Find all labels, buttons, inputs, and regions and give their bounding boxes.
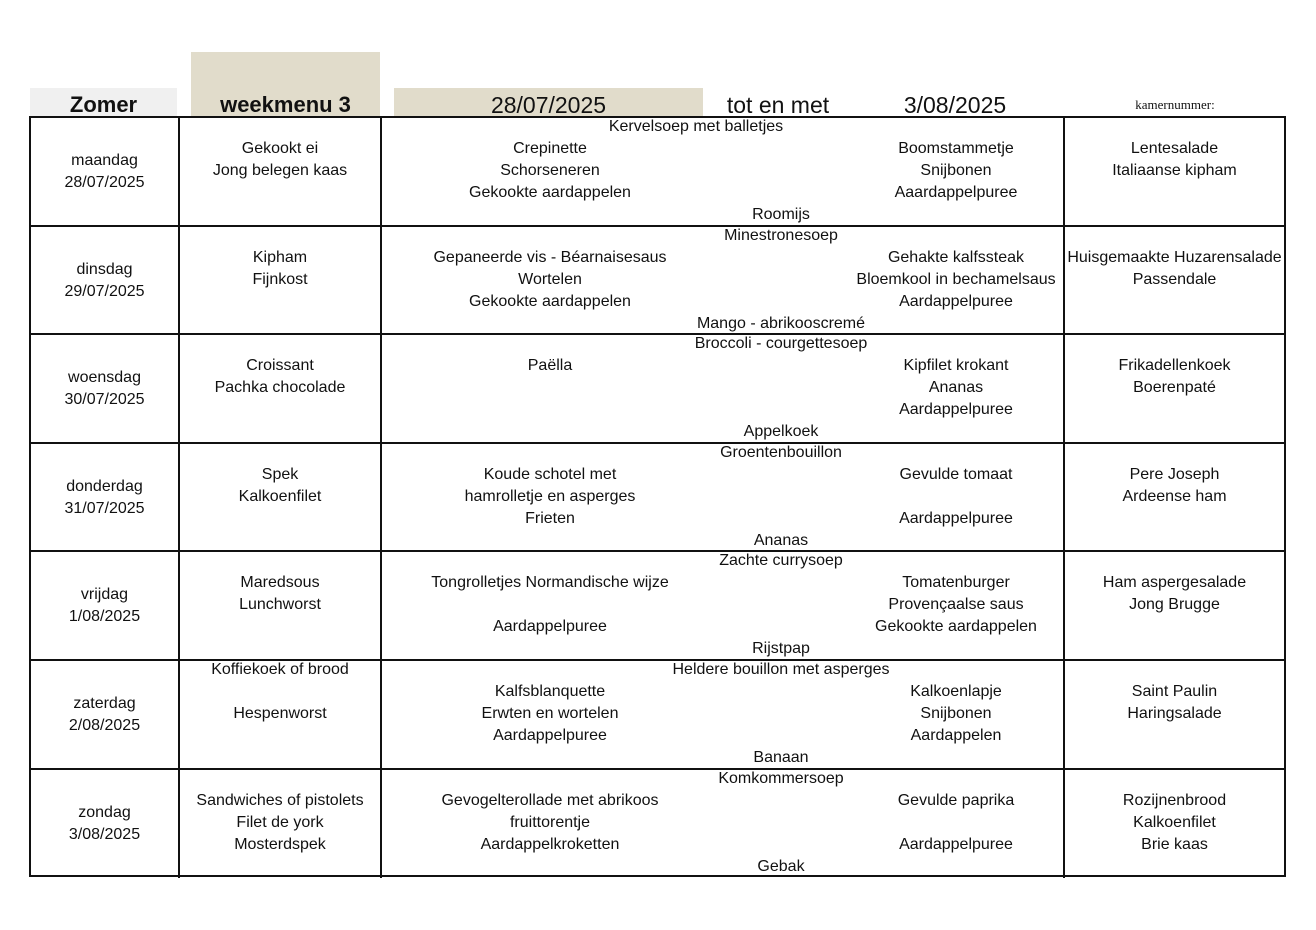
day-date: 31/07/2025 [64,499,145,517]
dessert: Roomijs [752,206,810,223]
lunch-option-1: Paëlla [527,357,573,375]
lunch-option-2: Gevulde tomaat [899,465,1013,483]
date-to: 3/08/2025 [903,92,1007,116]
day-row [31,335,1284,444]
lunch-option-2: Provençaalse saus [888,596,1024,614]
lunch-option-1: Crepinette [513,140,587,157]
lunch-option-1: fruittorentje [509,813,591,831]
weekmenu-label: weekmenu 3 [220,92,351,116]
breakfast-item: Hespenworst [233,705,327,722]
day-row [31,661,1284,770]
day-row [31,444,1284,553]
breakfast-item: Kipham [252,248,308,266]
lunch-option-2: Gekookte aardappelen [875,618,1037,636]
dessert: Banaan [753,749,809,766]
soup: Minestronesoep [724,226,838,244]
evening-item: Boerenpaté [1133,379,1216,397]
lunch-option-2: Aardappelpuree [899,835,1013,853]
day-date: 29/07/2025 [64,282,145,300]
lunch-option-1: Aardappelpuree [493,618,607,636]
day-row [31,118,1284,227]
evening-item: Jong Brugge [1129,596,1220,614]
day-row [31,227,1284,336]
breakfast-item: Sandwiches of pistolets [196,791,364,809]
day-name: donderdag [66,477,143,495]
breakfast-item: Koffiekoek of brood [211,661,349,678]
evening-item: Pere Joseph [1129,465,1220,483]
evening-item: Kalkoenfilet [1133,813,1216,831]
breakfast-item: Jong belegen kaas [212,162,348,179]
breakfast-item: Maredsous [240,574,320,592]
day-name: zondag [78,803,131,821]
day-date: 30/07/2025 [64,391,145,409]
evening-item: Haringsalade [1127,705,1222,722]
breakfast-item: Lunchworst [239,596,321,614]
day-name: woensdag [68,369,141,387]
lunch-option-2: Aaardappelpuree [894,184,1018,201]
dessert: Appelkoek [743,423,819,441]
soup: Zachte currysoep [719,552,843,570]
breakfast-item: Filet de york [236,813,324,831]
breakfast-item: Croissant [246,357,314,375]
lunch-option-2: Gevulde paprika [897,791,1015,809]
lunch-option-1: Gevogelterollade met abrikoos [441,791,659,809]
lunch-option-2: Aardappelpuree [899,401,1013,419]
day-name: maandag [71,152,138,169]
lunch-option-1: Gekookte aardappelen [469,184,631,201]
day-name: zaterdag [73,695,136,712]
lunch-option-1: Gepaneerde vis - Béarnaisesaus [433,248,667,266]
season-label: Zomer [30,88,177,116]
soup: Groentenbouillon [720,443,842,461]
evening-item: Lentesalade [1130,140,1219,157]
lunch-option-2: Aardappelpuree [899,509,1013,527]
lunch-option-2: Gehakte kalfssteak [887,248,1025,266]
lunch-option-2: Snijbonen [920,705,992,722]
lunch-option-1: hamrolletje en asperges [464,487,636,505]
lunch-option-2: Bloemkool in bechamelsaus [856,270,1056,288]
lunch-option-1: Wortelen [518,270,582,288]
lunch-option-1: Schorseneren [500,162,600,179]
dessert: Mango - abrikooscremé [696,314,866,332]
lunch-option-2: Aardappelpuree [899,292,1013,310]
lunch-option-1: Frieten [525,509,575,527]
soup: Kervelsoep met balletjes [608,118,784,135]
evening-item: Brie kaas [1141,835,1208,853]
day-row [31,552,1284,661]
dessert: Ananas [753,531,809,549]
evening-item: Rozijnenbrood [1122,791,1227,809]
breakfast-item: Spek [261,465,299,483]
lunch-option-2: Ananas [928,379,984,397]
evening-item: Italiaanse kipham [1112,162,1237,179]
menu-table [29,116,1286,877]
soup: Heldere bouillon met asperges [672,661,890,678]
day-name: vrijdag [80,586,129,604]
evening-item: Huisgemaakte Huzarensalade [1067,248,1282,266]
room-number-label: kamernummer: [1135,97,1215,112]
day-date: 2/08/2025 [68,717,141,734]
lunch-option-2: Aardappelen [910,727,1002,744]
day-date: 3/08/2025 [68,825,141,843]
day-name: dinsdag [76,260,133,278]
lunch-option-2: Boomstammetje [898,140,1014,157]
evening-item: Frikadellenkoek [1118,357,1231,375]
lunch-option-2: Tomatenburger [902,574,1010,592]
evening-item: Ardeense ham [1122,487,1227,505]
soup: Broccoli - courgettesoep [694,335,868,353]
evening-item: Passendale [1132,270,1217,288]
lunch-option-1: Gekookte aardappelen [469,292,631,310]
breakfast-item: Kalkoenfilet [238,487,322,505]
evening-item: Ham aspergesalade [1102,574,1247,592]
day-row [31,770,1284,879]
lunch-option-1: Tongrolletjes Normandische wijze [431,574,669,592]
date-from: 28/07/2025 [394,88,703,116]
lunch-option-1: Aardappelkroketten [480,835,620,853]
breakfast-item: Gekookt ei [241,140,319,157]
breakfast-item: Mosterdspek [234,835,326,853]
breakfast-item: Pachka chocolade [214,379,346,397]
lunch-option-2: Snijbonen [920,162,992,179]
day-date: 28/07/2025 [64,174,145,191]
breakfast-item: Fijnkost [252,270,308,288]
lunch-option-1: Koude schotel met [483,465,617,483]
lunch-option-1: Kalfsblanquette [494,683,606,700]
lunch-option-1: Erwten en wortelen [481,705,619,722]
day-date: 1/08/2025 [68,608,141,626]
dessert: Gebak [757,857,805,875]
lunch-option-2: Kipfilet krokant [903,357,1009,375]
tot-en-met-label: tot en met [726,92,830,116]
evening-item: Saint Paulin [1131,683,1218,700]
dessert: Rijstpap [752,640,810,658]
soup: Komkommersoep [718,769,844,787]
lunch-option-2: Kalkoenlapje [910,683,1002,700]
lunch-option-1: Aardappelpuree [493,727,607,744]
